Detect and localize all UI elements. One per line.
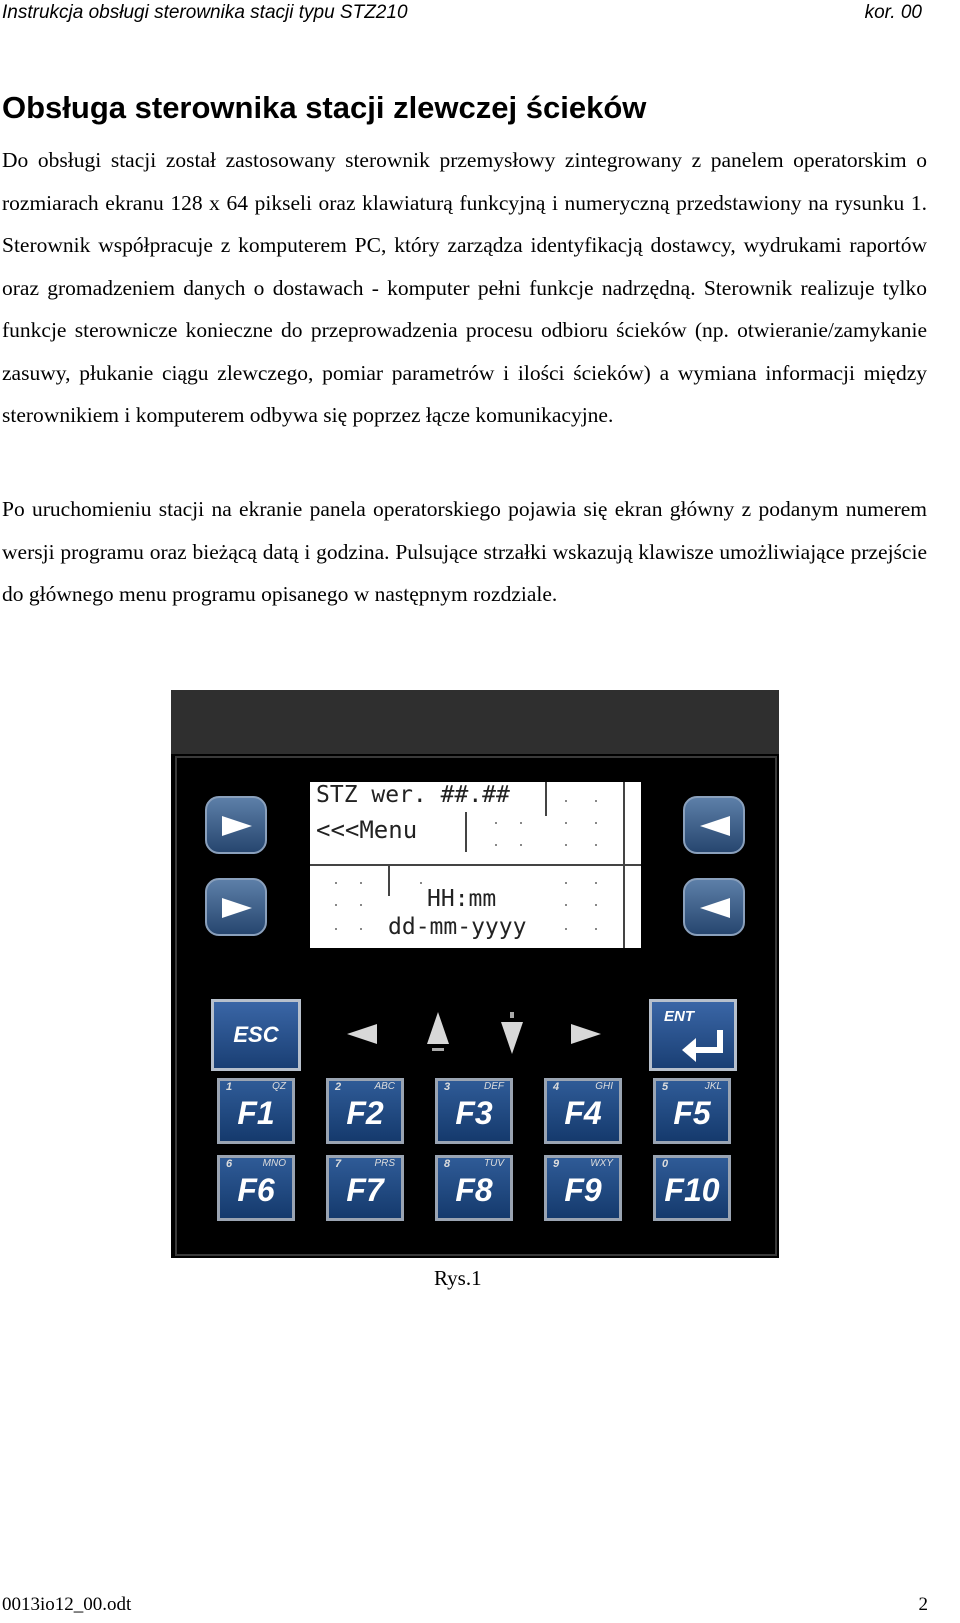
key-letters: DEF: [484, 1081, 504, 1092]
key-letters: MNO: [262, 1158, 286, 1169]
left-bottom-arrow-button[interactable]: [205, 878, 267, 936]
key-label: F4: [564, 1095, 602, 1131]
left-arrow-icon: [698, 894, 732, 922]
key-digit: 3: [444, 1081, 451, 1093]
key-label: F2: [346, 1095, 384, 1131]
key-label: F7: [346, 1172, 384, 1208]
key-digit: 7: [335, 1158, 342, 1170]
lcd-pixel-dot: [565, 904, 567, 906]
paragraph-startup: Po uruchomieniu stacji na ekranie panela operatorskiego pojawia się ekran główny z podanym numerem wersji programu oraz bieżącą datą i godzina. Pulsujące strzałki wskazują klawisze umożliwiające przejście do głównego menu programu opisanego w następnym rozdziale.: [2, 497, 927, 606]
key-label: F1: [237, 1095, 275, 1131]
lcd-pixel-dot: [495, 822, 497, 824]
lcd-pixel-dot: [520, 822, 522, 824]
lcd-screen: [310, 782, 641, 948]
key-digit: 2: [335, 1081, 342, 1093]
lcd-pixel-dot: [595, 882, 597, 884]
key-letters: ABC: [374, 1081, 395, 1092]
key-label: F5: [673, 1095, 711, 1131]
key-letters: GHI: [595, 1081, 613, 1092]
key-label: F9: [564, 1172, 602, 1208]
key-letters: PRS: [374, 1158, 395, 1169]
up-arrow-key[interactable]: [423, 1010, 453, 1058]
lcd-pixel-dot: [595, 822, 597, 824]
key-letters: QZ: [272, 1081, 286, 1092]
lcd-pixel-dot: [360, 882, 362, 884]
function-key-f9[interactable]: [544, 1155, 622, 1221]
key-digit: 8: [444, 1158, 451, 1170]
panel-top-bar: [171, 690, 779, 754]
lcd-pixel-dot: [565, 800, 567, 802]
key-digit: 9: [553, 1158, 560, 1170]
key-label: F8: [455, 1172, 493, 1208]
function-key-f8[interactable]: [435, 1155, 513, 1221]
lcd-pixel-dot: [335, 928, 337, 930]
left-arrow-icon: [698, 812, 732, 840]
function-key-f6[interactable]: [217, 1155, 295, 1221]
lcd-divider: [545, 782, 547, 816]
paragraph-intro: Do obsługi stacji został zastosowany sterownik przemysłowy zintegrowany z panelem operatorskim o rozmiarach ekranu 128 x 64 pikseli oraz klawiaturą funkcyjną i numeryczną przedstawiony na rysunku 1. Sterownik współpracuje z komputerem PC, który zarządza identyfikacją dostawcy, wydrukami raportów oraz gromadzeniem danych o dostawach - komputer pełni funkcje nadrzędną. Sterownik realizuje tylko funkcje sterownicze konieczne do przeprowadzenia procesu odbioru ścieków (np. otwieranie/zamykanie zasuwy, płukanie ciągu zlewczego, pomiar parametrów i ilości ścieków) a wymiana informacji między sterownikiem i komputerem odbywa się poprzez łącze komunikacyjne.: [2, 148, 927, 427]
lcd-pixel-dot: [495, 844, 497, 846]
lcd-pixel-dot: [335, 904, 337, 906]
lcd-pixel-dot: [595, 844, 597, 846]
lcd-pixel-dot: [335, 882, 337, 884]
key-digit: 4: [553, 1081, 560, 1093]
esc-key-label: ESC: [233, 1022, 279, 1047]
lcd-divider: [623, 782, 625, 948]
function-key-f3[interactable]: [435, 1078, 513, 1144]
figure-caption: Rys.1: [434, 1266, 482, 1290]
lcd-pixel-dot: [360, 904, 362, 906]
key-letters: TUV: [484, 1158, 504, 1169]
lcd-pixel-dot: [565, 882, 567, 884]
key-letters: WXY: [590, 1158, 613, 1169]
footer-filename: 0013io12_00.odt: [2, 1594, 132, 1615]
section-heading: Obsługa sterownika stacji zlewczej ścieków: [2, 90, 647, 125]
lcd-line-time: HH:mm: [427, 886, 497, 912]
right-bottom-arrow-button[interactable]: [683, 878, 745, 936]
footer-page-number: 2: [918, 1594, 928, 1615]
function-key-f2[interactable]: [326, 1078, 404, 1144]
operator-panel-figure: [171, 690, 779, 1258]
left-top-arrow-button[interactable]: [205, 796, 267, 854]
right-arrow-icon: [220, 812, 254, 840]
lcd-pixel-dot: [520, 844, 522, 846]
right-arrow-icon: [220, 894, 254, 922]
lcd-pixel-dot: [360, 928, 362, 930]
key-digit: 1: [226, 1081, 233, 1093]
lcd-pixel-dot: [565, 928, 567, 930]
lcd-divider: [310, 864, 641, 866]
right-top-arrow-button[interactable]: [683, 796, 745, 854]
key-label: F3: [455, 1095, 493, 1131]
lcd-pixel-dot: [565, 822, 567, 824]
function-key-f5[interactable]: [653, 1078, 731, 1144]
lcd-pixel-dot: [565, 844, 567, 846]
lcd-line-menu: <<<Menu: [316, 816, 418, 844]
function-key-f4[interactable]: [544, 1078, 622, 1144]
key-digit: 6: [226, 1158, 233, 1170]
lcd-pixel-dot: [420, 882, 422, 884]
left-arrow-key[interactable]: [343, 1018, 383, 1052]
header-revision: kor. 00: [864, 2, 922, 23]
key-label: F10: [664, 1172, 720, 1208]
key-label: F6: [237, 1172, 275, 1208]
lcd-line-version: STZ wer. ##.##: [316, 782, 510, 808]
down-arrow-key[interactable]: [497, 1010, 527, 1058]
lcd-pixel-dot: [595, 800, 597, 802]
esc-key[interactable]: [211, 999, 301, 1071]
key-letters: JKL: [704, 1081, 722, 1092]
right-arrow-key[interactable]: [567, 1018, 607, 1052]
function-key-f10[interactable]: [653, 1155, 731, 1221]
lcd-pixel-dot: [595, 904, 597, 906]
key-digit: 0: [662, 1158, 669, 1170]
enter-key[interactable]: [649, 999, 737, 1071]
header-document-title: Instrukcja obsługi sterownika stacji typu STZ210: [2, 2, 408, 23]
function-key-f1[interactable]: [217, 1078, 295, 1144]
key-digit: 5: [662, 1081, 669, 1093]
enter-return-icon: [680, 1028, 728, 1062]
function-key-f7[interactable]: [326, 1155, 404, 1221]
lcd-pixel-dot: [595, 928, 597, 930]
enter-key-label: ENT: [664, 1008, 694, 1025]
lcd-divider: [465, 812, 467, 852]
lcd-line-date: dd-mm-yyyy: [388, 914, 527, 940]
lcd-divider: [388, 866, 390, 896]
